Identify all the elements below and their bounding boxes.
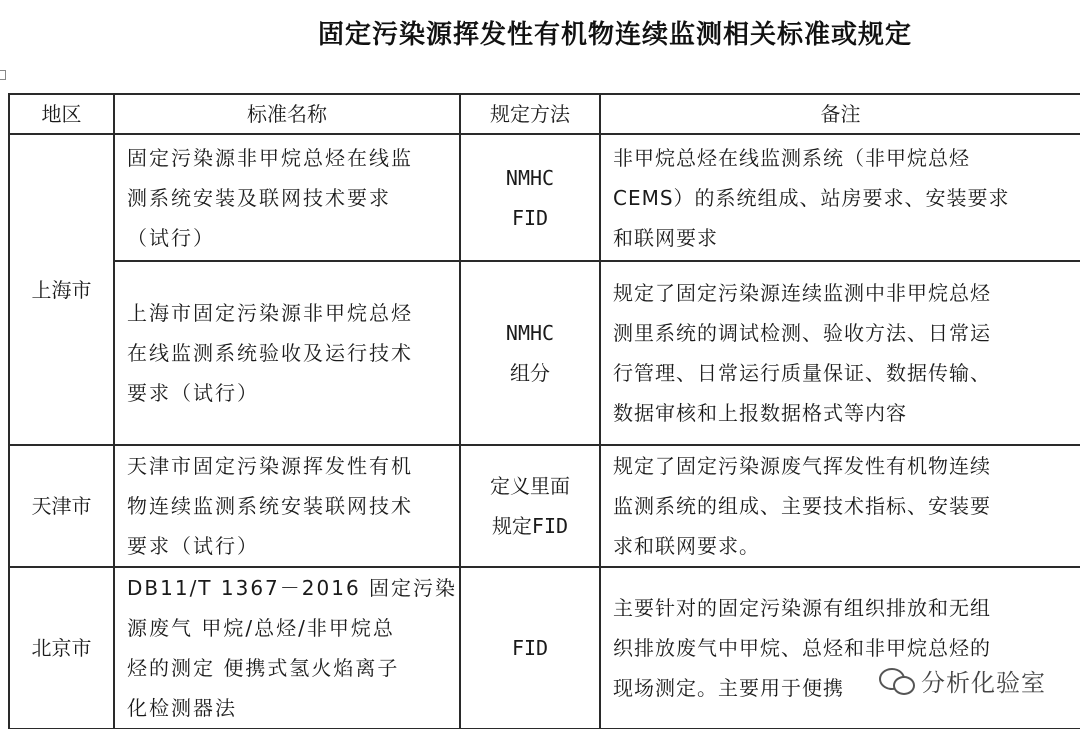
standard-name-cell xyxy=(114,445,460,567)
page-title: 固定污染源挥发性有机物连续监测相关标准或规定 xyxy=(317,20,912,50)
table-row xyxy=(9,567,1080,729)
note-line: 非甲烷总烃在线监测系统（非甲烷总烃 xyxy=(613,145,970,170)
standard-name-line: 天津市固定污染源挥发性有机 xyxy=(127,454,413,478)
standards-table xyxy=(8,93,1080,729)
standard-name-line: 化检测器法 xyxy=(127,696,237,720)
header-region: 地区 xyxy=(9,94,114,134)
note-cell xyxy=(600,261,1080,445)
standard-name-line: 要求（试行） xyxy=(127,381,259,405)
note-line: 测里系统的调试检测、验收方法、日常运 xyxy=(613,321,991,345)
table-row xyxy=(9,445,1080,567)
standard-name-line: 要求（试行） xyxy=(127,534,259,558)
standard-name-line: 物连续监测系统安装联网技术 xyxy=(127,494,413,518)
standard-name-cell xyxy=(114,567,460,729)
method-line: 规定FID xyxy=(491,514,569,538)
method-cell xyxy=(460,567,600,729)
header-method: 规定方法 xyxy=(460,94,600,134)
note-line: 规定了固定污染源废气挥发性有机物连续 xyxy=(613,454,991,478)
standard-name-line: 源废气 甲烷/总烃/非甲烷总 xyxy=(127,616,395,640)
standard-name-line: DB11/T 1367－2016 固定污染 xyxy=(127,576,458,600)
standard-name-cell xyxy=(114,134,460,261)
method-cell xyxy=(460,445,600,567)
standard-name-line: 烃的测定 便携式氢火焰离子 xyxy=(127,656,400,680)
header-note: 备注 xyxy=(600,94,1080,134)
standard-name-line: 固定污染源非甲烷总烃在线监 xyxy=(127,145,413,170)
note-line: 现场测定。主要用于便携 xyxy=(613,676,844,700)
note-cell xyxy=(600,134,1080,261)
note-line: 数据审核和上报数据格式等内容 xyxy=(613,401,907,425)
header-standard-name: 标准名称 xyxy=(114,94,460,134)
watermark-text: 分析化验室 xyxy=(921,668,1046,697)
method-line: FID xyxy=(511,205,549,230)
note-cell xyxy=(600,445,1080,567)
note-line: 行管理、日常运行质量保证、数据传输、 xyxy=(613,361,991,385)
method-line: NMHC xyxy=(505,165,555,190)
note-line: 求和联网要求。 xyxy=(613,534,760,558)
note-cell xyxy=(600,567,1080,729)
region-cell: 北京市 xyxy=(9,567,114,729)
note-line: 织排放废气中甲烷、总烃和非甲烷总烃的 xyxy=(613,636,991,660)
table-row xyxy=(9,261,1080,445)
region-cell: 天津市 xyxy=(9,445,114,567)
standard-name-line: 测系统安装及联网技术要求 xyxy=(127,185,391,210)
watermark xyxy=(873,660,1056,700)
note-line: 规定了固定污染源连续监测中非甲烷总烃 xyxy=(613,281,991,305)
table-row xyxy=(9,134,1080,261)
method-line: FID xyxy=(511,636,549,660)
method-line: 组分 xyxy=(510,361,550,385)
wechat-icon xyxy=(879,666,915,694)
note-line: CEMS）的系统组成、站房要求、安装要求 xyxy=(613,185,1010,210)
standard-name-cell xyxy=(114,261,460,445)
standard-name-line: （试行） xyxy=(127,225,215,250)
standard-name-line: 在线监测系统验收及运行技术 xyxy=(127,341,413,365)
method-cell xyxy=(460,261,600,445)
table-header-row xyxy=(9,94,1080,134)
standard-name-line: 上海市固定污染源非甲烷总烃 xyxy=(127,301,413,325)
edge-marker xyxy=(0,70,6,80)
note-line: 和联网要求 xyxy=(613,225,718,250)
note-line: 监测系统的组成、主要技术指标、安装要 xyxy=(613,494,991,518)
note-line: 主要针对的固定污染源有组织排放和无组 xyxy=(613,596,991,620)
method-cell xyxy=(460,134,600,261)
method-line: 定义里面 xyxy=(490,474,570,498)
method-line: NMHC xyxy=(505,321,555,345)
region-cell: 上海市 xyxy=(9,134,114,445)
